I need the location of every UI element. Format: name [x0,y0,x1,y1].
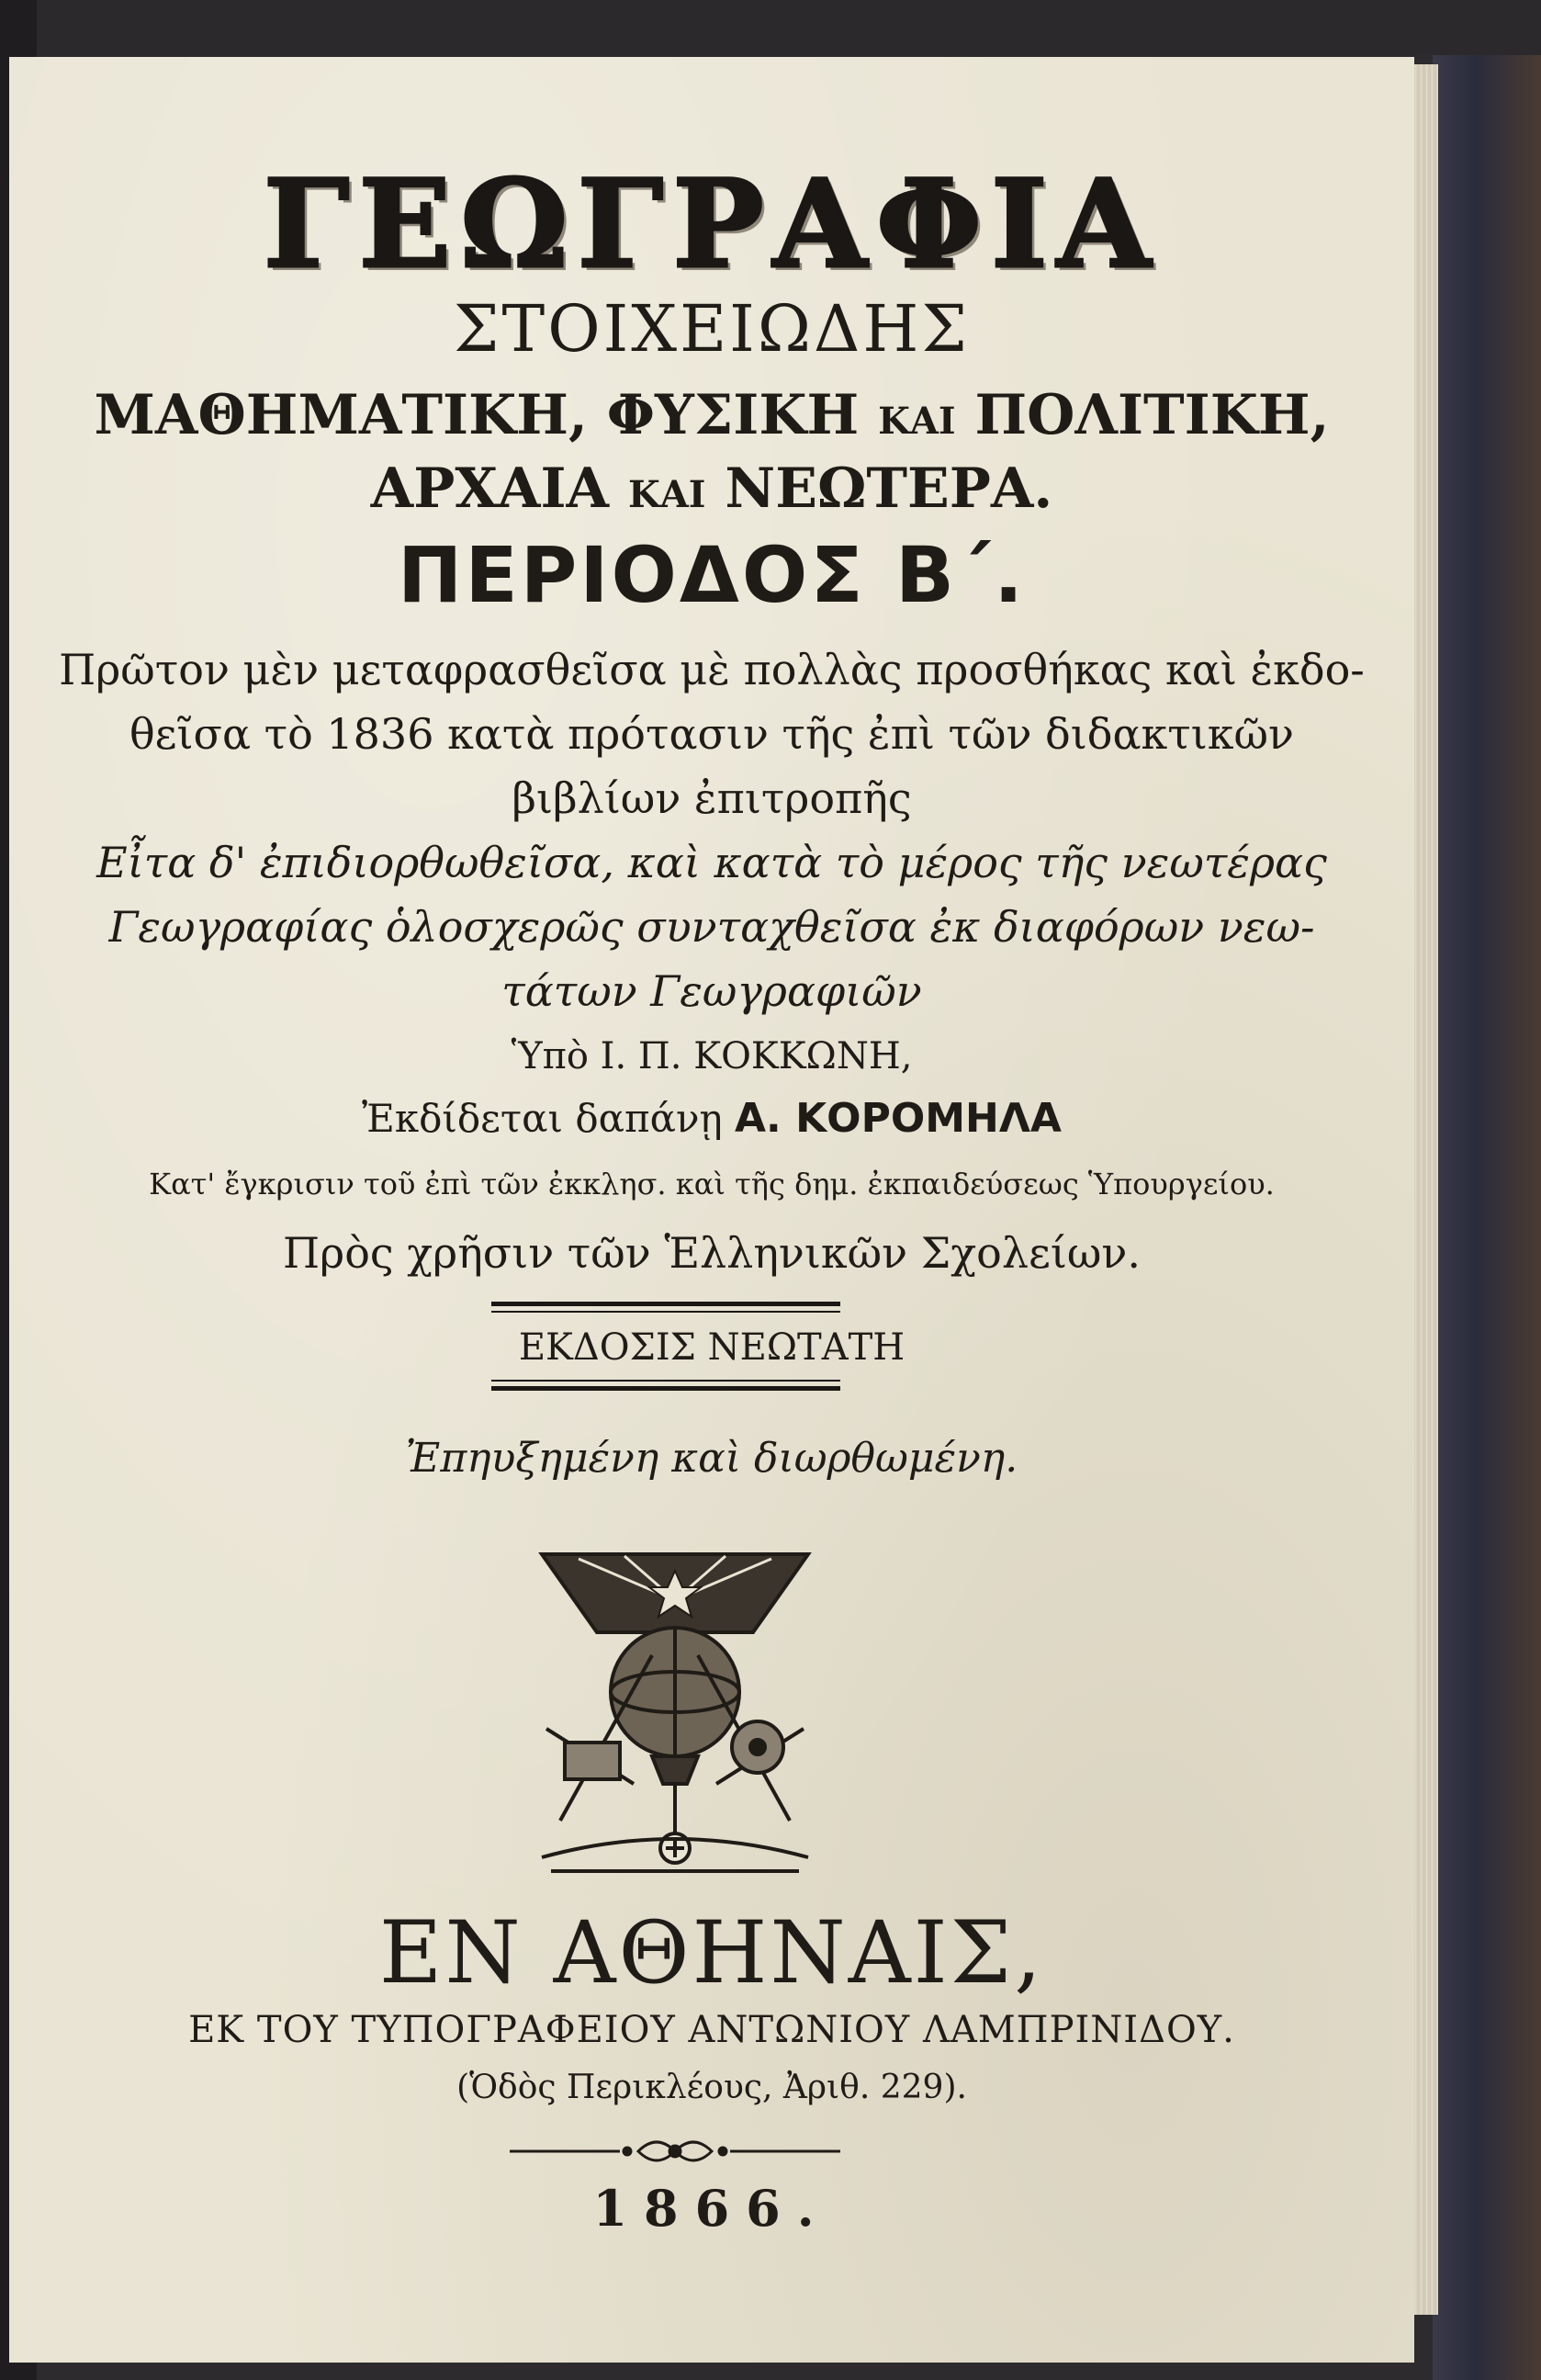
approval-line: Κατ' ἔγκρισιν τοῦ ἐπὶ τῶν ἐκκλησ. καὶ τῆς δημ. ἐκπαιδεύσεως Ὑπουργείου. [149,1167,1275,1201]
book-cover-top-edge [0,0,1541,55]
description-part: ΜΑΘΗΜΑΤΙΚΗ, ΦΥΣΙΚΗ [94,383,860,447]
imprint-year: 1866. [592,2179,831,2238]
description-part: ΝΕΩΤΕΡΑ. [725,457,1053,521]
revision-note-line: Γεωγραφίας ὁλοσχερῶς συνταχθεῖσα ἐκ διαφόρων νεω- [108,902,1315,952]
description-line-1 [9,383,1414,447]
book-title: ΓΕΩΓΡΑΦΙΑ [263,153,1161,296]
imprint-address: (Ὁδὸς Περικλέους, Ἀριθ. 229). [456,2069,967,2106]
publisher-prefix: Ἐκδίδεται δαπάνῃ [362,1096,723,1141]
publisher-name: Α. ΚΟΡΟΜΗΛΑ [735,1095,1062,1142]
description-line-2 [9,457,1414,521]
first-edition-note-line: Πρῶτον μὲν μεταφρασθεῖσα μὲ πολλὰς προσθήκας καὶ ἐκδο- [59,645,1365,694]
book-subtitle: ΣΤΟΙΧΕΙΩΔΗΣ [454,291,970,367]
divider-rule [491,1302,840,1306]
ornament-divider-icon [510,2133,840,2170]
publisher-line [9,1095,1414,1142]
description-part: ΠΟΛΙΤΙΚΗ, [974,383,1330,447]
intended-use-line: Πρὸς χρῆσιν τῶν Ἑλληνικῶν Σχολείων. [283,1228,1141,1278]
edition-note: Ἐπηυξημένη καὶ διωρθωμένη. [405,1435,1018,1482]
divider-rule [491,1380,840,1382]
revision-note-line: τάτων Γεωγραφιῶν [501,966,922,1016]
divider-rule [491,1311,840,1313]
imprint-city: ΕΝ ΑΘΗΝΑΙΣ, [378,1903,1045,2003]
edition-label: ΕΚΔΟΣΙΣ ΝΕΩΤΑΤΗ [518,1326,905,1369]
description-conjunction: ΚΑΙ [878,400,956,443]
period-heading: ΠΕΡΙΟΔΟΣ Β΄. [398,530,1026,620]
revision-note-line: Εἶτα δ' ἐπιδιορθωθεῖσα, καὶ κατὰ τὸ μέρος τῆς νεωτέρας [96,838,1327,887]
description-conjunction: ΚΑΙ [627,473,706,516]
first-edition-note-line: βιβλίων ἐπιτροπῆς [512,773,912,823]
description-part: ΑΡΧΑΙΑ [370,457,610,521]
title-page [9,57,1414,2363]
printer-emblem-icon [523,1545,827,1876]
imprint-printer: ΕΚ ΤΟΥ ΤΥΠΟΓΡΑΦΕΙΟΥ ΑΝΤΩΝΙΟΥ ΛΑΜΠΡΙΝΙΔΟΥ. [188,2009,1235,2051]
book-cover-right-edge [1433,55,1541,2380]
divider-rule [491,1386,840,1391]
author-line: Ὑπὸ Ι. Π. ΚΟΚΚΩΝΗ, [511,1035,913,1077]
first-edition-note-line: θεῖσα τὸ 1836 κατὰ πρότασιν τῆς ἐπὶ τῶν διδακτικῶν [129,709,1294,759]
